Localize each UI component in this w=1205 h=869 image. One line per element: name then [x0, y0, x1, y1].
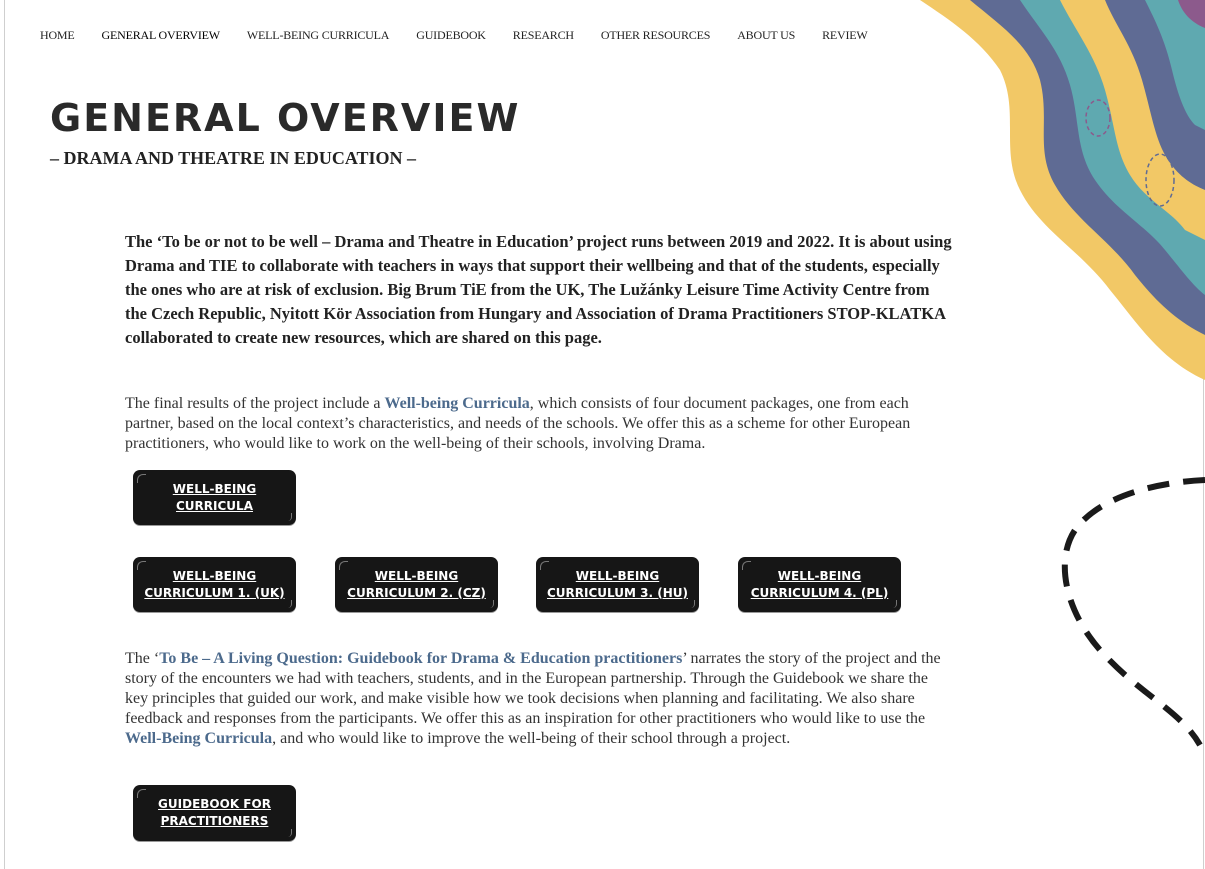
well-being-curricula-link-2[interactable]: Well-Being Curricula: [125, 730, 273, 747]
guidebook-button[interactable]: GUIDEBOOK FOR PRACTITIONERS: [133, 785, 296, 841]
curricula-paragraph-text-after: , which consists of four document packages, one from each partner, based on the local context’s characteristics, and needs of the schools. We offer this as a scheme for other European practitioners, who would like to work on the well-being of their schools, involving Drama.: [125, 395, 911, 452]
nav-general-overview[interactable]: GENERAL OVERVIEW: [101, 28, 220, 42]
nav-about-us[interactable]: ABOUT US: [737, 28, 796, 42]
curriculum-uk-button[interactable]: WELL-BEING CURRICULUM 1. (UK): [133, 557, 296, 612]
curriculum-pl-button[interactable]: WELL-BEING CURRICULUM 4. (PL): [738, 557, 901, 612]
page-subtitle: – DRAMA AND THEATRE IN EDUCATION –: [50, 148, 417, 168]
nav-well-being-curricula[interactable]: WELL-BEING CURRICULA: [246, 28, 390, 42]
curricula-paragraph: [125, 394, 955, 454]
main-nav: [40, 28, 895, 43]
nav-other-resources[interactable]: OTHER RESOURCES: [600, 28, 711, 42]
page-title: GENERAL OVERVIEW: [50, 96, 521, 140]
nav-review[interactable]: REVIEW: [822, 28, 868, 42]
nav-home[interactable]: HOME: [40, 28, 75, 42]
curriculum-cz-button[interactable]: WELL-BEING CURRICULUM 2. (CZ): [335, 557, 498, 612]
nav-guidebook[interactable]: GUIDEBOOK: [416, 28, 486, 42]
guidebook-paragraph-text-before: The ‘: [125, 650, 160, 667]
well-being-curricula-link[interactable]: Well-being Curricula: [384, 395, 530, 412]
guidebook-link[interactable]: To Be – A Living Question: Guidebook for Drama & Education practitioners: [159, 650, 683, 667]
page-border-left: [4, 0, 5, 869]
main-content: [125, 230, 955, 350]
guidebook-paragraph-text-after: , and who would like to improve the well-being of their school through a project.: [272, 730, 791, 747]
guidebook-paragraph: [125, 649, 955, 749]
curricula-paragraph-text-before: The final results of the project include a: [125, 395, 385, 412]
curriculum-hu-button[interactable]: WELL-BEING CURRICULUM 3. (HU): [536, 557, 699, 612]
intro-paragraph: The ‘To be or not to be well – Drama and Theatre in Education’ project runs between 2019 and 2022. It is about using Drama and TIE to collaborate with teachers in ways that support their wellbeing and that of the students, especially the ones who are at risk of exclusion. Big Brum TiE from the UK, The Lužánky Leisure Time Activity Centre from the Czech Republic, Nyitott Kör Association from Hungary and Association of Drama Practitioners STOP-KLATKA collaborated to create new resources, which are shared on this page.: [125, 232, 952, 347]
decorative-dashed-path: [1040, 460, 1205, 760]
well-being-curricula-button[interactable]: WELL-BEING CURRICULA: [133, 470, 296, 525]
guidebook-paragraph-text-middle: ’ narrates the story of the project and the story of the encounters we had with teachers, students, and in the European partnership. Through the Guidebook we share the key principles that guided our work, and make visible how we took decisions when planning and facilitating. We also share feedback and responses from the participants. We offer this as an inspiration for other practitioners who would like to use the: [125, 650, 941, 727]
nav-research[interactable]: RESEARCH: [512, 28, 574, 42]
